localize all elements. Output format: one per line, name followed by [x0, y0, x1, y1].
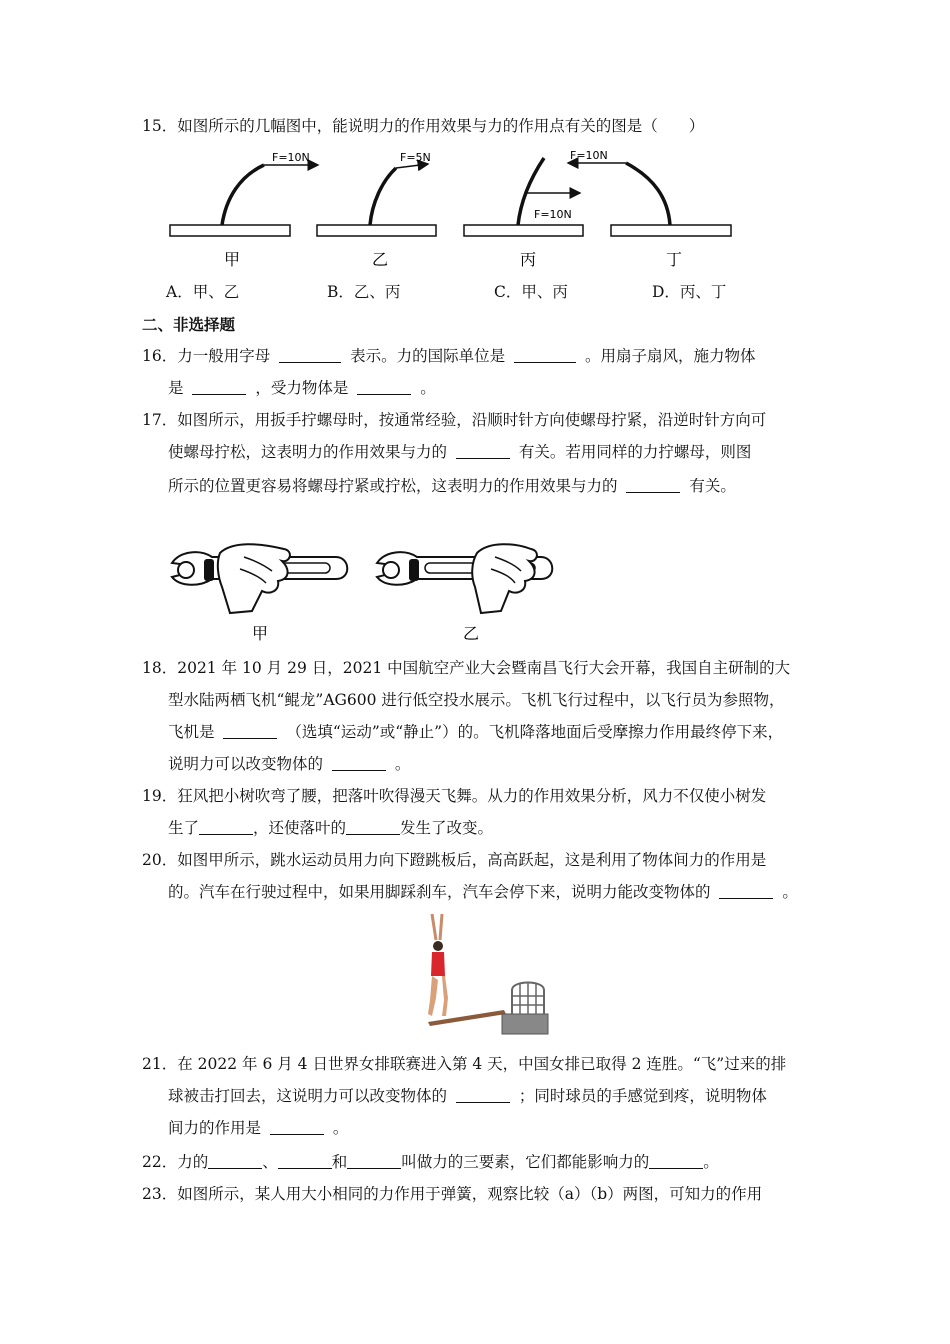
question-19 [142, 780, 814, 844]
hand [472, 544, 537, 613]
answer-blank[interactable] [649, 1150, 703, 1169]
figure-label: 乙 [372, 250, 389, 269]
diver [428, 914, 448, 1016]
text-segment: 和 [331, 1153, 348, 1171]
text-segment: 。 [782, 883, 798, 901]
text-segment: ；同时球员的手感觉到疼，说明物体 [518, 1087, 767, 1105]
question-18-line-2: 型水陆两栖飞机“鲲龙”AG600 进行低空投水展示。飞机飞行过程中，以飞行员为参照物， [168, 691, 785, 709]
answer-blank[interactable] [346, 816, 400, 835]
question-21-line-2 [142, 1080, 814, 1112]
answer-blank[interactable] [626, 474, 680, 493]
figure-bing [464, 158, 583, 269]
force-label: F=10N [534, 208, 572, 221]
figure-ding [568, 149, 731, 269]
figure-yi [317, 151, 436, 269]
question-23 [142, 1178, 814, 1210]
question-16-line-1 [142, 340, 814, 372]
figure-label: 丁 [666, 250, 683, 269]
question-17-figure [160, 535, 560, 647]
figure-label: 甲 [224, 250, 241, 269]
question-16 [142, 340, 814, 404]
question-21 [142, 1048, 814, 1144]
question-22 [142, 1146, 814, 1178]
text-segment: 有关。 [689, 477, 736, 495]
base-plate [170, 225, 290, 236]
nut [178, 562, 194, 578]
wrench-jia [172, 544, 347, 643]
nut [383, 562, 399, 578]
text-segment: 球被击打回去，这说明力可以改变物体的 [168, 1087, 448, 1105]
bent-rod [222, 165, 264, 225]
text-segment: 。 [394, 755, 411, 773]
text-segment: ，受力物体是 [255, 379, 349, 397]
base-plate [611, 225, 731, 236]
question-19-line-2 [142, 812, 814, 844]
section-title: 二、非选择题 [142, 316, 236, 334]
question-18-line-1: 18．2021 年 10 月 29 日，2021 中国航空产业大会暨南昌飞行大会开幕，我国自主研制的大 [142, 659, 791, 677]
question-20-line-2 [142, 876, 814, 908]
answer-blank[interactable] [514, 344, 576, 363]
text-segment: （选填“运动”或“静止”）的。飞机降落地面后受摩擦力作用最终停下来， [286, 723, 784, 741]
force-label: F=10N [272, 151, 310, 164]
answer-blank[interactable] [456, 440, 510, 459]
question-17-line-2 [142, 436, 814, 468]
text-segment: 。用扇子扇风，施力物体 [585, 347, 756, 365]
question-16-line-2 [142, 372, 814, 404]
question-23-line-1: 23．如图所示，某人用大小相同的力作用于弹簧，观察比较（a）（b）两图，可知力的作用 [142, 1185, 763, 1203]
adjust-screw [204, 559, 214, 581]
text-segment: 使螺母拧松，这表明力的作用效果与力的 [168, 443, 448, 461]
text-segment: 是 [168, 379, 184, 397]
answer-blank[interactable] [279, 344, 341, 363]
text-segment: 所示的位置更容易将螺母拧紧或拧松，这表明力的作用效果与力的 [168, 477, 618, 495]
text-segment: 、 [262, 1153, 278, 1171]
question-19-line-1: 19．狂风把小树吹弯了腰，把落叶吹得漫天飞舞。从力的作用效果分析，风力不仅使小树发 [142, 787, 767, 805]
question-18 [142, 652, 814, 780]
adjust-screw [409, 559, 419, 581]
wrench-yi [377, 544, 552, 643]
question-20-line-1: 20．如图甲所示，跳水运动员用力向下蹬跳板后，高高跃起，这是利用了物体间力的作用是 [142, 851, 767, 869]
bent-rod [626, 163, 670, 225]
question-20-figure [420, 910, 550, 1035]
figure-label: 甲 [252, 624, 269, 643]
question-17-line-1: 17．如图所示，用扳手拧螺母时，按通常经验，沿顺时针方向使螺母拧紧，沿逆时针方向可 [142, 411, 767, 429]
figure-label: 乙 [463, 624, 480, 643]
text-segment: 。 [332, 1119, 349, 1137]
force-arrow [396, 164, 428, 168]
option-d[interactable]: D．丙、丁 [652, 283, 727, 301]
question-15-text: 15．如图所示的几幅图中，能说明力的作用效果与力的作用点有关的图是（ ） [142, 117, 705, 135]
answer-blank[interactable] [278, 1150, 332, 1169]
hand [218, 544, 290, 613]
question-20 [142, 844, 814, 908]
text-segment: 发生了改变。 [400, 819, 494, 837]
base-plate [464, 225, 583, 236]
text-segment: 表示。力的国际单位是 [350, 347, 506, 365]
text-segment: 间力的作用是 [168, 1119, 262, 1137]
answer-blank[interactable] [223, 720, 277, 739]
text-segment: 飞机是 [168, 723, 215, 741]
answer-blank[interactable] [270, 1116, 324, 1135]
figure-jia [170, 151, 318, 269]
option-b[interactable]: B．乙、丙 [327, 283, 401, 301]
text-segment: ，还使落叶的 [253, 819, 347, 837]
question-21-line-1: 21．在 2022 年 6 月 4 日世界女排联赛进入第 4 天，中国女排已取得 2 连胜。“飞”过来的排 [142, 1055, 787, 1073]
question-17-line-3 [142, 470, 814, 502]
answer-blank[interactable] [719, 880, 773, 899]
question-15 [142, 110, 814, 142]
answer-blank[interactable] [456, 1084, 510, 1103]
base-plate [317, 225, 436, 236]
text-segment: 叫做力的三要素，它们都能影响力的 [401, 1153, 650, 1171]
text-segment: 有关。若用同样的力拧螺母，则图 [518, 443, 752, 461]
option-a[interactable]: A．甲、乙 [166, 283, 240, 301]
text-segment: 。 [420, 379, 436, 397]
text-segment: 生了 [168, 819, 200, 837]
question-15-figure [160, 148, 750, 273]
text-segment: 的。汽车在行驶过程中，如果用脚踩刹车，汽车会停下来，说明力能改变物体的 [168, 883, 711, 901]
railing [512, 982, 544, 1014]
answer-blank[interactable] [192, 376, 246, 395]
answer-blank[interactable] [199, 816, 253, 835]
option-c[interactable]: C．甲、丙 [494, 283, 568, 301]
answer-blank[interactable] [332, 752, 386, 771]
force-label: F=5N [400, 151, 431, 164]
question-17 [142, 404, 814, 502]
bent-rod [370, 168, 396, 225]
question-18-line-3 [142, 716, 814, 748]
question-18-line-4 [142, 748, 814, 780]
text-segment: 。 [703, 1153, 719, 1171]
answer-blank[interactable] [208, 1150, 262, 1169]
figure-label: 丙 [520, 250, 537, 269]
text-segment: 说明力可以改变物体的 [168, 755, 324, 773]
text-segment: 22．力的 [142, 1153, 209, 1171]
question-21-line-3 [142, 1112, 814, 1144]
force-label: F=10N [570, 149, 608, 162]
answer-blank[interactable] [347, 1150, 401, 1169]
answer-blank[interactable] [357, 376, 411, 395]
text-segment: 16．力一般用字母 [142, 347, 271, 365]
